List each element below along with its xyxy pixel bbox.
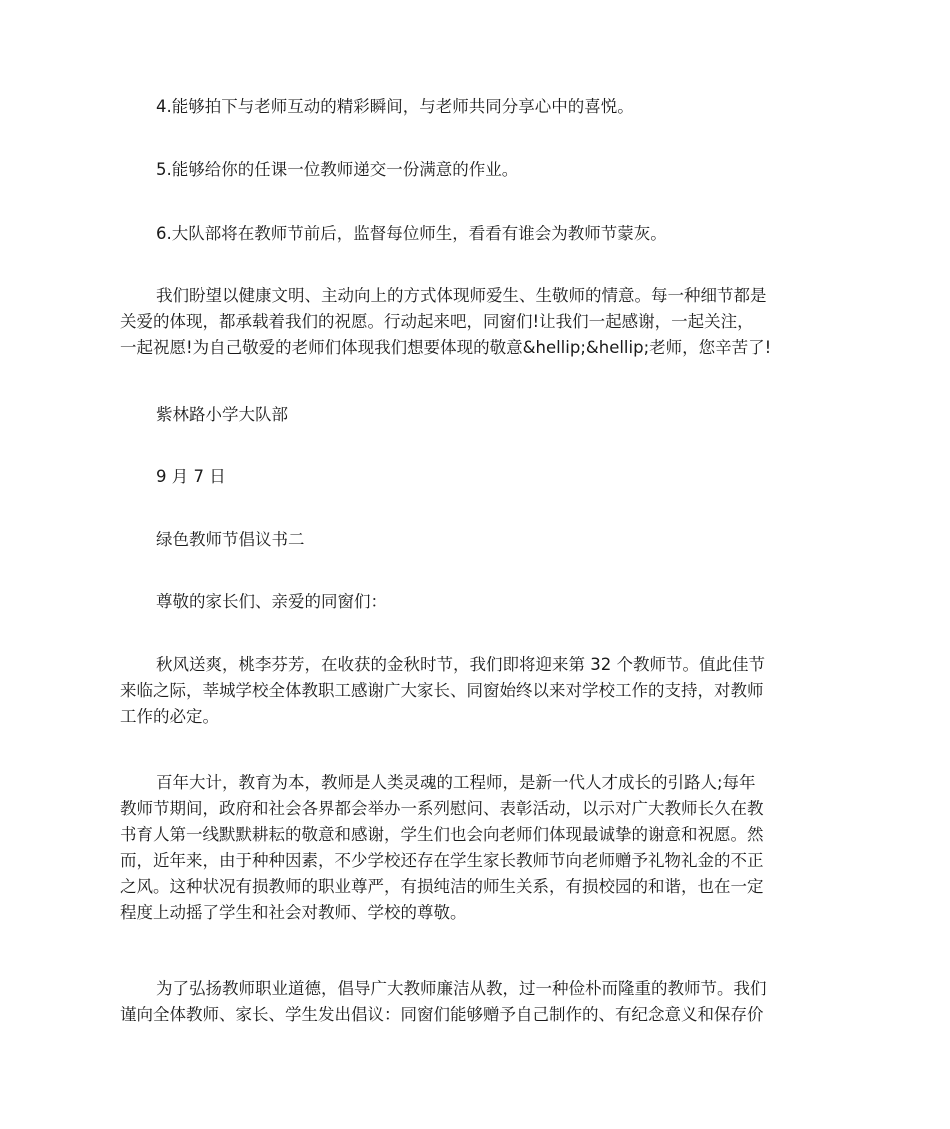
text-line: 工作的必定。 <box>120 707 219 726</box>
signature <box>120 402 288 428</box>
text-line: 为了弘扬教师职业道德，倡导广大教师廉洁从教，过一种俭朴而隆重的教师节。我们 <box>156 979 767 998</box>
text-line: 关爱的体现，都承载着我们的祝愿。行动起来吧，同窗们!让我们一起感谢，一起关注， <box>120 312 754 331</box>
text-line: 4.能够拍下与老师互动的精彩瞬间，与老师共同分享心中的喜悦。 <box>156 97 634 116</box>
text-line: 来临之际，莘城学校全体教职工感谢广大家长、同窗始终以来对学校工作的支持，对教师 <box>120 681 764 700</box>
proposal-item-5 <box>120 157 518 183</box>
hope-paragraph <box>120 283 771 361</box>
text-line: 程度上动摇了学生和社会对教师、学校的尊敬。 <box>120 903 467 922</box>
proposal-item-4 <box>120 94 634 120</box>
greeting <box>120 589 387 615</box>
section-title <box>120 527 305 553</box>
text-line: 尊敬的家长们、亲爱的同窗们： <box>156 592 387 611</box>
text-line: 书育人第一线默默耕耘的敬意和感谢，学生们也会向老师们体现最诚挚的谢意和祝愿。然 <box>120 825 764 844</box>
text-line: 秋风送爽，桃李芬芳，在收获的金秋时节，我们即将迎来第 32 个教师节。值此佳节 <box>156 655 765 674</box>
text-line: 6.大队部将在教师节前后，监督每位师生，看看有谁会为教师节蒙灰。 <box>156 224 667 243</box>
text-line: 9 月 7 日 <box>156 467 226 486</box>
date <box>120 464 226 490</box>
text-line: 之风。这种状况有损教师的职业尊严，有损纯洁的师生关系，有损校园的和谐，也在一定 <box>120 877 764 896</box>
text-line: 而，近年来，由于种种因素，不少学校还存在学生家长教师节向老师赠予礼物礼金的不正 <box>120 851 764 870</box>
text-line: 教师节期间，政府和社会各界都会举办一系列慰问、表彰活动，以示对广大教师长久在教 <box>120 799 764 818</box>
text-line: 百年大计，教育为本，教师是人类灵魂的工程师，是新一代人才成长的引路人;每年 <box>156 773 756 792</box>
text-line: 绿色教师节倡议书二 <box>156 530 305 549</box>
text-line: 谨向全体教师、家长、学生发出倡议：同窗们能够赠予自己制作的、有纪念意义和保存价 <box>120 1005 764 1024</box>
text-line: 我们盼望以健康文明、主动向上的方式体现师爱生、生敬师的情意。每一种细节都是 <box>156 286 767 305</box>
text-line: 紫林路小学大队部 <box>156 405 288 424</box>
proposal-item-6 <box>120 221 667 247</box>
autumn-paragraph <box>120 652 765 730</box>
promote-paragraph <box>120 976 767 1028</box>
text-line: 一起祝愿!为自己敬爱的老师们体现我们想要体现的敬意&hellip;&hellip;老师，您辛苦了! <box>120 338 772 357</box>
century-paragraph <box>120 770 764 926</box>
text-line: 5.能够给你的任课一位教师递交一份满意的作业。 <box>156 160 519 179</box>
